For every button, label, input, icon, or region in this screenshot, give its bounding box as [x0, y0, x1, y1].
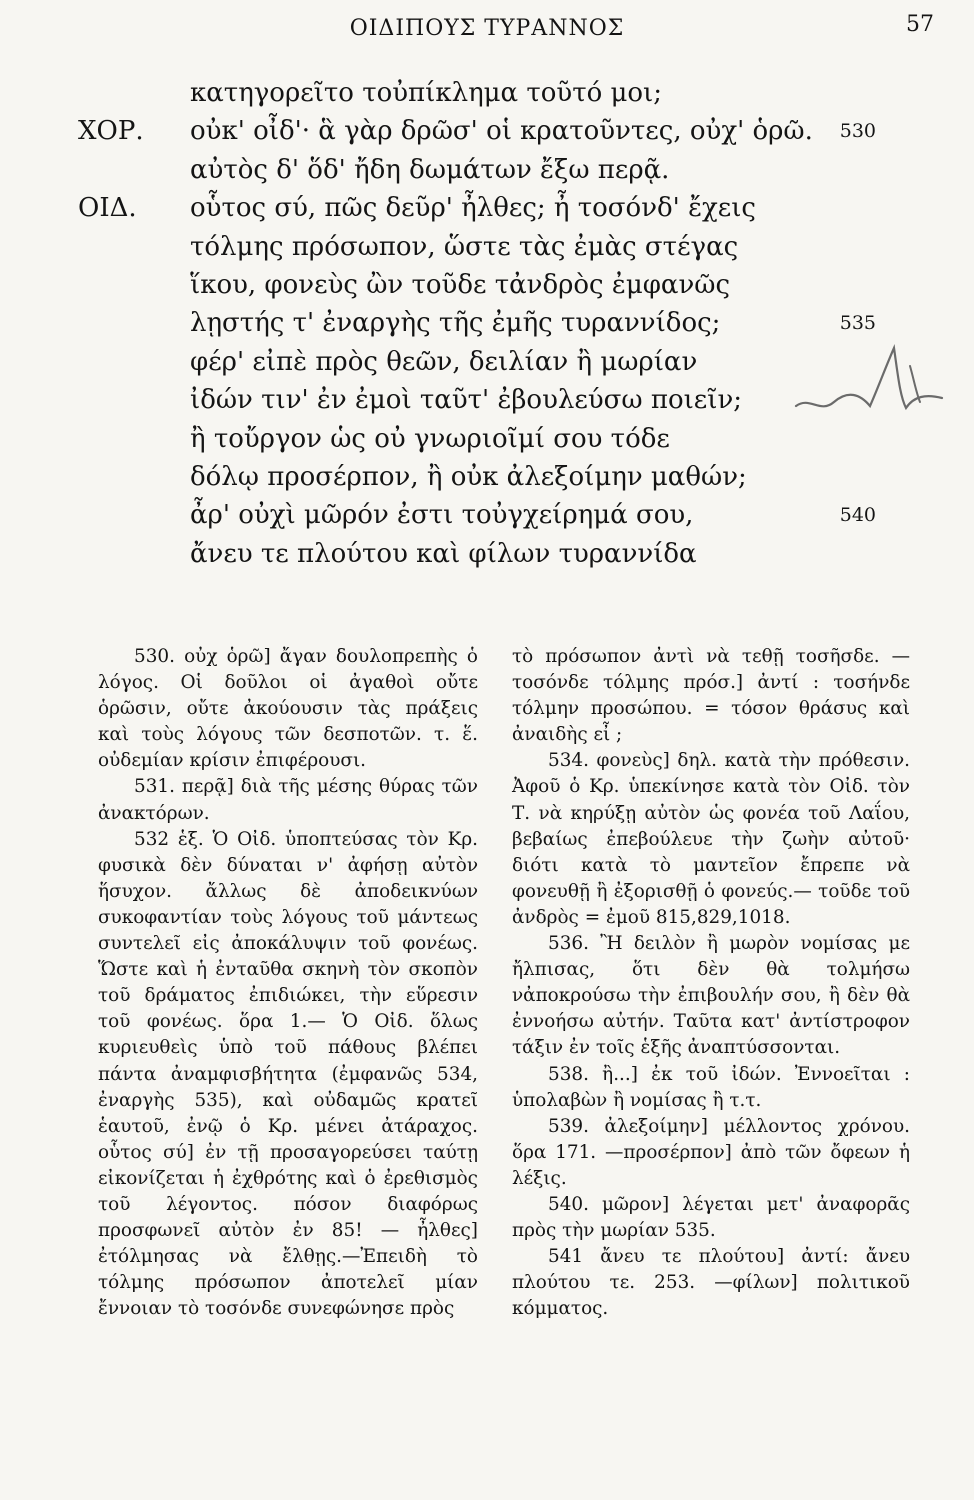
- speaker-label: ΧΟΡ.: [78, 116, 144, 147]
- verse-line: [0, 151, 974, 189]
- verse-text: οὗτος σύ, πῶς δεῦρ' ἦλθες; ἦ τοσόνδ' ἔχεις: [190, 193, 756, 224]
- verse-text: ἰδών τιν' ἐν ἐμοὶ ταῦτ' ἐβουλεύσω ποιεῖν;: [190, 385, 743, 416]
- commentary-note: 534. φονεὺς] δηλ. κατὰ τὴν πρόθεσιν. Ἀφοῦ ὁ Κρ. ὑπεκίνησε κατὰ τὸν Οἰδ. τὸν Τ. νὰ κηρύξῃ αὐτὸν ὡς φονέα τοῦ Λαΐου, βεβαίως ἐπεβούλευε τὴν ζωὴν αὐτοῦ· διότι κατὰ τὸ μαντεῖον ἔπρεπε νὰ φονευθῇ ἢ ἐξορισθῇ ὁ φονεύς.— τοῦδε τοῦ ἀνδρὸς = ἐμοῦ 815,829,1018.: [512, 750, 910, 928]
- verse-text: οὐκ' οἶδ'· ἃ γὰρ δρῶσ' οἱ κρατοῦντες, οὐχ' ὁρῶ.: [190, 116, 813, 147]
- verse-text: δόλῳ προσέρπον, ἢ οὐκ ἀλεξοίμην μαθών;: [190, 461, 747, 492]
- verse-text: φέρ' εἰπὲ πρὸς θεῶν, δειλίαν ἢ μωρίαν: [190, 346, 698, 377]
- verse-line: [0, 112, 974, 150]
- verse-line: [0, 496, 974, 534]
- verse-text: τόλμης πρόσωπον, ὥστε τὰς ἐμὰς στέγας: [190, 231, 739, 262]
- commentary-note: 531. περᾷ] διὰ τῆς μέσης θύρας τῶν ἀνακτόρων.: [98, 776, 478, 824]
- commentary-note: 541 ἄνευ τε πλούτου] ἀντί: ἄνευ πλούτου τε. 253. —φίλων] πολιτικοῦ κόμματος.: [512, 1246, 910, 1320]
- verse-line: [0, 74, 974, 112]
- verse-line: [0, 228, 974, 266]
- verse-text-block: [0, 74, 974, 573]
- handwritten-scrawl-icon: [790, 336, 950, 426]
- commentary-note: 540. μῶρον] λέγεται μετ' ἀναφορᾶς πρὸς τὴν μωρίαν 535.: [512, 1193, 910, 1242]
- verse-text: αὐτὸς δ' ὅδ' ἤδη δωμάτων ἔξω περᾷ.: [190, 154, 670, 185]
- line-number: 535: [839, 312, 876, 335]
- verse-text: λῃστής τ' ἐναργὴς τῆς ἐμῆς τυραννίδος;: [190, 308, 721, 339]
- verse-text: ἆρ' οὐχὶ μῶρόν ἐστι τοὐγχείρημά σου,: [190, 500, 694, 531]
- verse-line: [0, 266, 974, 304]
- page-number: 57: [906, 12, 934, 37]
- speaker-label: ΟΙΔ.: [78, 193, 137, 224]
- verse-line: [0, 189, 974, 227]
- line-number: 540: [839, 504, 876, 527]
- commentary-note: 538. ἢ...] ἐκ τοῦ ἰδών. Ἐννοεῖται : ὑπολαβὼν ἢ νομίσας ἢ τ.τ.: [512, 1063, 910, 1111]
- commentary-note: τὸ πρόσωπον ἀντὶ νὰ τεθῇ τοσῆσδε. —τοσόνδε τόλμης πρόσ.] ἀντί : τοσήνδε τόλμην προσώπου. = τόσον θράσυς καὶ ἀναιδὴς εἶ ;: [512, 646, 910, 746]
- commentary-right-column: [512, 644, 910, 1322]
- commentary-note: 539. ἀλεξοίμην] μέλλοντος χρόνου. ὅρα 171. —προσέρπον] ἀπὸ τῶν ὄφεων ἡ λέξις.: [512, 1115, 910, 1189]
- verse-text: ἄνευ τε πλούτου καὶ φίλων τυραννίδα: [190, 538, 697, 569]
- commentary-note: 530. οὐχ ὁρῶ] ἄγαν δουλοπρεπὴς ὁ λόγος. Οἱ δοῦλοι οἱ ἀγαθοὶ οὔτε ὁρῶσιν, οὔτε ἀκούουσιν τὰς πράξεις καὶ τοὺς λόγους τῶν δεσποτῶν. τ. ἕ. οὐδεμίαν κρίσιν ἐπιφέρουσι.: [98, 646, 478, 772]
- verse-line: [0, 458, 974, 496]
- commentary-note: 532 ἑξ. Ὁ Οἰδ. ὑποπτεύσας τὸν Κρ. φυσικὰ δὲν δύναται ν' ἀφήσῃ αὐτὸν ἥσυχον. ἄλλως δὲ ἀποδεικνύων συκοφαντίαν τοὺς λόγους τοῦ μάντεως συντελεῖ εἰς ἀποκάλυψιν τοῦ φονέως. Ὥστε καὶ ἡ ἐνταῦθα σκηνὴ τὸν σκοπὸν τοῦ δράματος ἐπιδιώκει, τὴν εὕρεσιν τοῦ φονέως. ὅρα 1.— Ὁ Οἰδ. ὅλως κυριευθεὶς ὑπὸ τοῦ πάθους βλέπει πάντα ἀναμφισβήτητα (ἐμφανῶς 534, ἐναργὴς 535), καὶ οὐδαμῶς κρατεῖ ἑαυτοῦ, ἐνῷ ὁ Κρ. μένει ἀτάραχος. οὗτος σύ] ἐν τῇ προσαγορεύσει ταύτῃ εἰκονίζεται ἡ ἐχθρότης καὶ ὁ ἐρεθισμὸς τοῦ λέγοντος. πόσον διαφόρως προσφωνεῖ αὐτὸν ἐν 85! — ἦλθες] ἐτόλμησας νὰ ἔλθῃς.—Ἐπειδὴ τὸ τόλμης πρόσωπον ἀποτελεῖ μίαν ἔννοιαν τὸ τοσόνδε συνεφώνησε πρὸς: [98, 828, 478, 1320]
- line-number: 530: [839, 120, 876, 143]
- running-head-title: ΟΙΔΙΠΟΥΣ ΤΥΡΑΝΝΟΣ: [349, 16, 625, 41]
- verse-text: ἢ τοὔργον ὡς οὐ γνωριοῖμί σου τόδε: [190, 423, 670, 454]
- verse-text: κατηγορεῖτο τοὐπίκλημα τοῦτό μοι;: [190, 78, 663, 108]
- verse-text: ἵκου, φονεὺς ὢν τοῦδε τἀνδρὸς ἐμφανῶς: [190, 269, 731, 300]
- commentary-left-column: [98, 644, 478, 1322]
- commentary-note: 536. Ἢ δειλὸν ἢ μωρὸν νομίσας με ἤλπισας, ὅτι δὲν θὰ τολμήσω νἀποκρούσω τὴν ἐπιβουλήν σου, ἢ δὲν θὰ ἐννοήσω αὐτήν. Ταῦτα κατ' ἀντίστροφον τάξιν ἐν τοῖς ἑξῆς ἀναπτύσσονται.: [512, 933, 910, 1059]
- verse-line: [0, 535, 974, 573]
